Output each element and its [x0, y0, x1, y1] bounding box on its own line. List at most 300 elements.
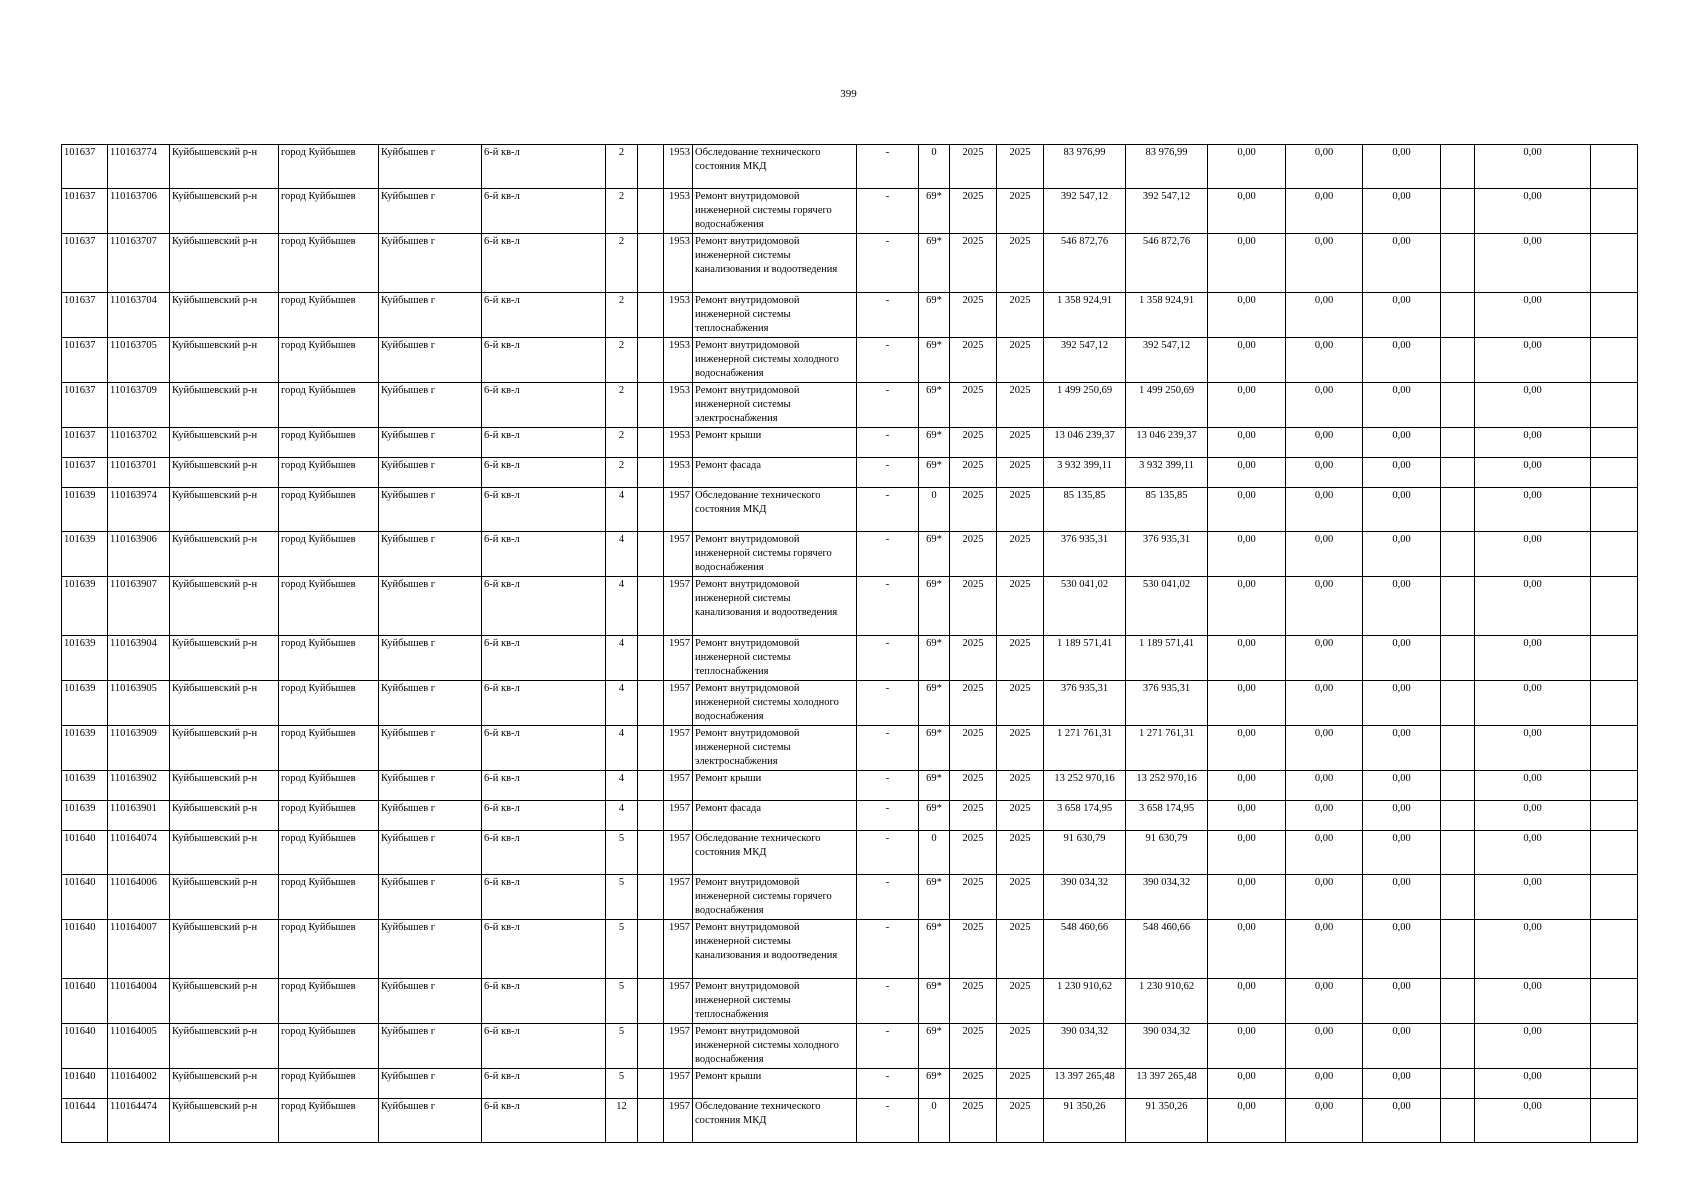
cell-fund-cost: 390 034,32 — [1126, 1024, 1208, 1069]
cell-municipality: город Куйбышев — [279, 875, 379, 920]
cell-wear-percent: 69* — [919, 1069, 950, 1099]
cell-unit: - — [857, 920, 919, 979]
cell-end-year: 2025 — [997, 145, 1044, 189]
cell-municipality: город Куйбышев — [279, 532, 379, 577]
cell-owners-funds: 0,00 — [1475, 577, 1591, 636]
cell-work-id: 110163706 — [108, 189, 170, 234]
cell-start-year: 2025 — [950, 979, 997, 1024]
cell-start-year: 2025 — [950, 189, 997, 234]
cell-house-number: 12 — [606, 1099, 638, 1143]
cell-local-budget: 0,00 — [1363, 293, 1441, 338]
cell-district: Куйбышевский р-н — [170, 234, 279, 293]
cell-work-id: 110164007 — [108, 920, 170, 979]
cell-year-built: 1957 — [664, 771, 693, 801]
cell-municipality: город Куйбышев — [279, 383, 379, 428]
cell-total-cost: 1 271 761,31 — [1044, 726, 1126, 771]
table-row — [62, 234, 1638, 293]
cell-wear-percent: 69* — [919, 979, 950, 1024]
cell-start-year: 2025 — [950, 234, 997, 293]
table-row — [62, 771, 1638, 801]
cell-street: 6-й кв-л — [482, 234, 606, 293]
cell-building — [638, 681, 664, 726]
cell-local-budget: 0,00 — [1363, 875, 1441, 920]
cell-note — [1591, 979, 1638, 1024]
cell-unit: - — [857, 189, 919, 234]
cell-locality: Куйбышев г — [379, 1024, 482, 1069]
cell-owners-funds: 0,00 — [1475, 189, 1591, 234]
cell-house-number: 2 — [606, 293, 638, 338]
cell-end-year: 2025 — [997, 1069, 1044, 1099]
cell-extra-col — [1441, 145, 1475, 189]
cell-extra-col — [1441, 189, 1475, 234]
cell-district: Куйбышевский р-н — [170, 636, 279, 681]
cell-note — [1591, 189, 1638, 234]
cell-fund-cost: 85 135,85 — [1126, 488, 1208, 532]
cell-unit: - — [857, 577, 919, 636]
table-row — [62, 636, 1638, 681]
cell-unit: - — [857, 1024, 919, 1069]
table-row — [62, 532, 1638, 577]
cell-fund-cost: 91 630,79 — [1126, 831, 1208, 875]
cell-extra-col — [1441, 1099, 1475, 1143]
cell-house-id: 101640 — [62, 1024, 108, 1069]
cell-district: Куйбышевский р-н — [170, 979, 279, 1024]
cell-total-cost: 390 034,32 — [1044, 1024, 1126, 1069]
cell-municipality: город Куйбышев — [279, 920, 379, 979]
cell-work-type: Обследование технического состояния МКД — [693, 145, 857, 189]
cell-owners-funds: 0,00 — [1475, 1069, 1591, 1099]
cell-district: Куйбышевский р-н — [170, 293, 279, 338]
cell-fund-cost: 546 872,76 — [1126, 234, 1208, 293]
cell-locality: Куйбышев г — [379, 488, 482, 532]
cell-local-budget: 0,00 — [1363, 532, 1441, 577]
cell-local-budget: 0,00 — [1363, 488, 1441, 532]
cell-street: 6-й кв-л — [482, 636, 606, 681]
cell-local-budget: 0,00 — [1363, 338, 1441, 383]
cell-street: 6-й кв-л — [482, 532, 606, 577]
cell-end-year: 2025 — [997, 636, 1044, 681]
cell-extra-col — [1441, 801, 1475, 831]
cell-regional-budget: 0,00 — [1286, 1099, 1363, 1143]
cell-work-type: Ремонт внутридомовой инженерной системы канализования и водоотведения — [693, 577, 857, 636]
cell-municipality: город Куйбышев — [279, 234, 379, 293]
cell-owners-funds: 0,00 — [1475, 145, 1591, 189]
cell-locality: Куйбышев г — [379, 920, 482, 979]
cell-district: Куйбышевский р-н — [170, 458, 279, 488]
cell-start-year: 2025 — [950, 532, 997, 577]
cell-year-built: 1953 — [664, 383, 693, 428]
cell-extra-col — [1441, 636, 1475, 681]
cell-building — [638, 875, 664, 920]
cell-municipality: город Куйбышев — [279, 681, 379, 726]
cell-work-id: 110163902 — [108, 771, 170, 801]
cell-extra-col — [1441, 577, 1475, 636]
cell-unit: - — [857, 636, 919, 681]
cell-federal-budget: 0,00 — [1208, 428, 1286, 458]
cell-building — [638, 1069, 664, 1099]
cell-house-number: 4 — [606, 771, 638, 801]
cell-work-id: 110163701 — [108, 458, 170, 488]
cell-work-type: Ремонт внутридомовой инженерной системы горячего водоснабжения — [693, 189, 857, 234]
cell-start-year: 2025 — [950, 145, 997, 189]
cell-year-built: 1957 — [664, 636, 693, 681]
cell-house-id: 101637 — [62, 145, 108, 189]
cell-total-cost: 390 034,32 — [1044, 875, 1126, 920]
cell-locality: Куйбышев г — [379, 1069, 482, 1099]
cell-end-year: 2025 — [997, 383, 1044, 428]
cell-house-number: 4 — [606, 801, 638, 831]
cell-house-id: 101637 — [62, 234, 108, 293]
cell-work-type: Ремонт крыши — [693, 428, 857, 458]
cell-fund-cost: 13 046 239,37 — [1126, 428, 1208, 458]
cell-federal-budget: 0,00 — [1208, 1024, 1286, 1069]
cell-regional-budget: 0,00 — [1286, 338, 1363, 383]
cell-building — [638, 189, 664, 234]
cell-regional-budget: 0,00 — [1286, 1069, 1363, 1099]
table-row — [62, 1024, 1638, 1069]
cell-building — [638, 577, 664, 636]
cell-building — [638, 831, 664, 875]
cell-municipality: город Куйбышев — [279, 1099, 379, 1143]
cell-start-year: 2025 — [950, 920, 997, 979]
cell-municipality: город Куйбышев — [279, 831, 379, 875]
cell-total-cost: 13 046 239,37 — [1044, 428, 1126, 458]
cell-work-type: Ремонт внутридомовой инженерной системы горячего водоснабжения — [693, 532, 857, 577]
cell-street: 6-й кв-л — [482, 920, 606, 979]
cell-federal-budget: 0,00 — [1208, 681, 1286, 726]
cell-work-id: 110163906 — [108, 532, 170, 577]
cell-building — [638, 1099, 664, 1143]
cell-extra-col — [1441, 428, 1475, 458]
cell-federal-budget: 0,00 — [1208, 458, 1286, 488]
cell-house-id: 101639 — [62, 726, 108, 771]
table-row — [62, 831, 1638, 875]
table-row — [62, 1099, 1638, 1143]
cell-municipality: город Куйбышев — [279, 488, 379, 532]
cell-work-id: 110164002 — [108, 1069, 170, 1099]
cell-work-type: Ремонт внутридомовой инженерной системы теплоснабжения — [693, 636, 857, 681]
cell-local-budget: 0,00 — [1363, 189, 1441, 234]
table-row — [62, 428, 1638, 458]
cell-regional-budget: 0,00 — [1286, 1024, 1363, 1069]
cell-locality: Куйбышев г — [379, 801, 482, 831]
cell-total-cost: 13 252 970,16 — [1044, 771, 1126, 801]
cell-federal-budget: 0,00 — [1208, 726, 1286, 771]
cell-unit: - — [857, 1069, 919, 1099]
cell-house-number: 2 — [606, 338, 638, 383]
cell-total-cost: 392 547,12 — [1044, 338, 1126, 383]
cell-end-year: 2025 — [997, 338, 1044, 383]
cell-unit: - — [857, 428, 919, 458]
cell-district: Куйбышевский р-н — [170, 145, 279, 189]
cell-work-type: Ремонт крыши — [693, 1069, 857, 1099]
cell-note — [1591, 293, 1638, 338]
cell-district: Куйбышевский р-н — [170, 428, 279, 458]
cell-federal-budget: 0,00 — [1208, 1069, 1286, 1099]
cell-locality: Куйбышев г — [379, 383, 482, 428]
cell-regional-budget: 0,00 — [1286, 428, 1363, 458]
cell-extra-col — [1441, 234, 1475, 293]
cell-regional-budget: 0,00 — [1286, 726, 1363, 771]
cell-start-year: 2025 — [950, 1024, 997, 1069]
cell-year-built: 1953 — [664, 234, 693, 293]
cell-federal-budget: 0,00 — [1208, 293, 1286, 338]
cell-house-id: 101640 — [62, 920, 108, 979]
cell-district: Куйбышевский р-н — [170, 338, 279, 383]
cell-note — [1591, 234, 1638, 293]
cell-year-built: 1957 — [664, 920, 693, 979]
cell-end-year: 2025 — [997, 831, 1044, 875]
cell-municipality: город Куйбышев — [279, 726, 379, 771]
cell-regional-budget: 0,00 — [1286, 577, 1363, 636]
cell-work-type: Ремонт внутридомовой инженерной системы канализования и водоотведения — [693, 234, 857, 293]
cell-fund-cost: 1 189 571,41 — [1126, 636, 1208, 681]
cell-work-id: 110163702 — [108, 428, 170, 458]
cell-owners-funds: 0,00 — [1475, 636, 1591, 681]
cell-municipality: город Куйбышев — [279, 577, 379, 636]
cell-start-year: 2025 — [950, 681, 997, 726]
cell-note — [1591, 636, 1638, 681]
cell-unit: - — [857, 801, 919, 831]
cell-end-year: 2025 — [997, 577, 1044, 636]
cell-year-built: 1953 — [664, 145, 693, 189]
cell-owners-funds: 0,00 — [1475, 1099, 1591, 1143]
cell-local-budget: 0,00 — [1363, 920, 1441, 979]
cell-fund-cost: 392 547,12 — [1126, 338, 1208, 383]
cell-fund-cost: 91 350,26 — [1126, 1099, 1208, 1143]
cell-building — [638, 488, 664, 532]
cell-start-year: 2025 — [950, 1069, 997, 1099]
cell-year-built: 1957 — [664, 1024, 693, 1069]
cell-fund-cost: 3 658 174,95 — [1126, 801, 1208, 831]
cell-locality: Куйбышев г — [379, 875, 482, 920]
cell-house-id: 101639 — [62, 636, 108, 681]
cell-start-year: 2025 — [950, 726, 997, 771]
cell-local-budget: 0,00 — [1363, 1099, 1441, 1143]
cell-district: Куйбышевский р-н — [170, 1099, 279, 1143]
cell-fund-cost: 376 935,31 — [1126, 681, 1208, 726]
cell-extra-col — [1441, 488, 1475, 532]
cell-work-id: 110163905 — [108, 681, 170, 726]
cell-fund-cost: 390 034,32 — [1126, 875, 1208, 920]
cell-local-budget: 0,00 — [1363, 771, 1441, 801]
cell-house-id: 101637 — [62, 428, 108, 458]
cell-wear-percent: 69* — [919, 338, 950, 383]
cell-owners-funds: 0,00 — [1475, 875, 1591, 920]
cell-municipality: город Куйбышев — [279, 458, 379, 488]
cell-building — [638, 636, 664, 681]
cell-locality: Куйбышев г — [379, 338, 482, 383]
cell-house-number: 4 — [606, 577, 638, 636]
cell-building — [638, 428, 664, 458]
cell-end-year: 2025 — [997, 532, 1044, 577]
cell-start-year: 2025 — [950, 801, 997, 831]
cell-house-number: 2 — [606, 383, 638, 428]
cell-federal-budget: 0,00 — [1208, 771, 1286, 801]
cell-unit: - — [857, 979, 919, 1024]
cell-local-budget: 0,00 — [1363, 383, 1441, 428]
cell-district: Куйбышевский р-н — [170, 488, 279, 532]
cell-owners-funds: 0,00 — [1475, 532, 1591, 577]
cell-federal-budget: 0,00 — [1208, 920, 1286, 979]
cell-local-budget: 0,00 — [1363, 234, 1441, 293]
cell-year-built: 1953 — [664, 189, 693, 234]
cell-street: 6-й кв-л — [482, 801, 606, 831]
cell-work-id: 110163974 — [108, 488, 170, 532]
cell-owners-funds: 0,00 — [1475, 681, 1591, 726]
cell-total-cost: 3 932 399,11 — [1044, 458, 1126, 488]
cell-note — [1591, 458, 1638, 488]
cell-local-budget: 0,00 — [1363, 428, 1441, 458]
cell-extra-col — [1441, 458, 1475, 488]
cell-house-id: 101637 — [62, 293, 108, 338]
cell-regional-budget: 0,00 — [1286, 234, 1363, 293]
cell-house-number: 2 — [606, 234, 638, 293]
table-row — [62, 681, 1638, 726]
cell-extra-col — [1441, 1069, 1475, 1099]
cell-total-cost: 91 350,26 — [1044, 1099, 1126, 1143]
cell-regional-budget: 0,00 — [1286, 801, 1363, 831]
cell-wear-percent: 69* — [919, 577, 950, 636]
cell-work-type: Ремонт внутридомовой инженерной системы теплоснабжения — [693, 979, 857, 1024]
cell-locality: Куйбышев г — [379, 831, 482, 875]
cell-work-type: Ремонт фасада — [693, 458, 857, 488]
cell-work-id: 110163704 — [108, 293, 170, 338]
cell-unit: - — [857, 831, 919, 875]
cell-extra-col — [1441, 293, 1475, 338]
cell-note — [1591, 428, 1638, 458]
table-row — [62, 801, 1638, 831]
cell-house-id: 101639 — [62, 577, 108, 636]
cell-start-year: 2025 — [950, 771, 997, 801]
cell-locality: Куйбышев г — [379, 577, 482, 636]
cell-building — [638, 458, 664, 488]
cell-start-year: 2025 — [950, 831, 997, 875]
cell-end-year: 2025 — [997, 234, 1044, 293]
cell-wear-percent: 69* — [919, 189, 950, 234]
cell-district: Куйбышевский р-н — [170, 681, 279, 726]
cell-work-type: Ремонт внутридомовой инженерной системы холодного водоснабжения — [693, 681, 857, 726]
cell-house-id: 101640 — [62, 831, 108, 875]
cell-street: 6-й кв-л — [482, 1069, 606, 1099]
cell-district: Куйбышевский р-н — [170, 831, 279, 875]
cell-extra-col — [1441, 532, 1475, 577]
table-row — [62, 726, 1638, 771]
cell-start-year: 2025 — [950, 428, 997, 458]
cell-building — [638, 532, 664, 577]
cell-fund-cost: 13 397 265,48 — [1126, 1069, 1208, 1099]
cell-work-type: Обследование технического состояния МКД — [693, 1099, 857, 1143]
cell-note — [1591, 532, 1638, 577]
cell-end-year: 2025 — [997, 1099, 1044, 1143]
cell-building — [638, 801, 664, 831]
cell-house-id: 101640 — [62, 875, 108, 920]
cell-end-year: 2025 — [997, 189, 1044, 234]
cell-house-id: 101639 — [62, 801, 108, 831]
cell-extra-col — [1441, 920, 1475, 979]
cell-regional-budget: 0,00 — [1286, 189, 1363, 234]
cell-regional-budget: 0,00 — [1286, 920, 1363, 979]
cell-street: 6-й кв-л — [482, 831, 606, 875]
cell-locality: Куйбышев г — [379, 681, 482, 726]
cell-work-type: Ремонт внутридомовой инженерной системы электроснабжения — [693, 726, 857, 771]
cell-house-id: 101639 — [62, 681, 108, 726]
cell-unit: - — [857, 145, 919, 189]
cell-total-cost: 548 460,66 — [1044, 920, 1126, 979]
cell-year-built: 1957 — [664, 875, 693, 920]
table-row — [62, 145, 1638, 189]
cell-wear-percent: 69* — [919, 801, 950, 831]
cell-unit: - — [857, 293, 919, 338]
cell-house-id: 101637 — [62, 338, 108, 383]
cell-start-year: 2025 — [950, 1099, 997, 1143]
cell-federal-budget: 0,00 — [1208, 189, 1286, 234]
cell-note — [1591, 145, 1638, 189]
cell-year-built: 1957 — [664, 1099, 693, 1143]
cell-total-cost: 546 872,76 — [1044, 234, 1126, 293]
cell-street: 6-й кв-л — [482, 428, 606, 458]
table-row — [62, 383, 1638, 428]
cell-street: 6-й кв-л — [482, 979, 606, 1024]
cell-start-year: 2025 — [950, 383, 997, 428]
cell-total-cost: 376 935,31 — [1044, 681, 1126, 726]
cell-building — [638, 979, 664, 1024]
cell-district: Куйбышевский р-н — [170, 771, 279, 801]
cell-wear-percent: 69* — [919, 1024, 950, 1069]
cell-locality: Куйбышев г — [379, 726, 482, 771]
cell-federal-budget: 0,00 — [1208, 875, 1286, 920]
cell-district: Куйбышевский р-н — [170, 189, 279, 234]
cell-note — [1591, 338, 1638, 383]
cell-year-built: 1957 — [664, 831, 693, 875]
cell-street: 6-й кв-л — [482, 771, 606, 801]
cell-extra-col — [1441, 771, 1475, 801]
cell-unit: - — [857, 532, 919, 577]
cell-fund-cost: 83 976,99 — [1126, 145, 1208, 189]
cell-street: 6-й кв-л — [482, 458, 606, 488]
cell-total-cost: 13 397 265,48 — [1044, 1069, 1126, 1099]
cell-district: Куйбышевский р-н — [170, 1069, 279, 1099]
cell-year-built: 1957 — [664, 726, 693, 771]
cell-fund-cost: 376 935,31 — [1126, 532, 1208, 577]
cell-end-year: 2025 — [997, 681, 1044, 726]
cell-extra-col — [1441, 681, 1475, 726]
cell-house-number: 4 — [606, 681, 638, 726]
cell-fund-cost: 1 499 250,69 — [1126, 383, 1208, 428]
cell-regional-budget: 0,00 — [1286, 383, 1363, 428]
cell-year-built: 1957 — [664, 801, 693, 831]
cell-building — [638, 293, 664, 338]
cell-work-type: Ремонт внутридомовой инженерной системы канализования и водоотведения — [693, 920, 857, 979]
table-row — [62, 189, 1638, 234]
cell-district: Куйбышевский р-н — [170, 1024, 279, 1069]
cell-work-type: Обследование технического состояния МКД — [693, 831, 857, 875]
cell-extra-col — [1441, 831, 1475, 875]
cell-fund-cost: 548 460,66 — [1126, 920, 1208, 979]
cell-street: 6-й кв-л — [482, 145, 606, 189]
cell-fund-cost: 3 932 399,11 — [1126, 458, 1208, 488]
cell-wear-percent: 0 — [919, 145, 950, 189]
cell-end-year: 2025 — [997, 488, 1044, 532]
cell-year-built: 1957 — [664, 488, 693, 532]
cell-regional-budget: 0,00 — [1286, 458, 1363, 488]
cell-unit: - — [857, 1099, 919, 1143]
cell-wear-percent: 69* — [919, 428, 950, 458]
cell-building — [638, 726, 664, 771]
cell-street: 6-й кв-л — [482, 293, 606, 338]
cell-total-cost: 376 935,31 — [1044, 532, 1126, 577]
cell-note — [1591, 1024, 1638, 1069]
